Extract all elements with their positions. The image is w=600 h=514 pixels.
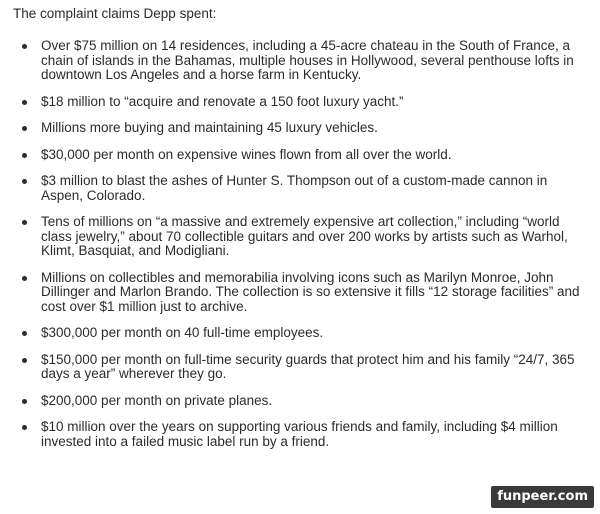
- list-item-text: $10 million over the years on supporting various friends and family, including $4 million invested into a failed music label run by a friend.: [41, 419, 558, 449]
- bullet-icon: [22, 220, 27, 225]
- spending-list: [0, 39, 600, 461]
- bullet-icon: [22, 276, 27, 281]
- list-item: [0, 420, 600, 449]
- bullet-icon: [22, 153, 27, 158]
- list-item-text: $150,000 per month on full-time security guards that protect him and his family “24/7, 365 days a year” wherever they go.: [41, 351, 575, 381]
- list-item-text: $200,000 per month on private planes.: [41, 392, 273, 408]
- watermark-badge: funpeer.com: [491, 486, 594, 508]
- bullet-icon: [22, 44, 27, 49]
- list-item-text: Millions more buying and maintaining 45 luxury vehicles.: [41, 120, 378, 135]
- list-item: [0, 148, 600, 163]
- list-item: [0, 353, 600, 382]
- bullet-icon: [22, 179, 27, 184]
- list-item: [0, 326, 600, 341]
- list-item-text: $300,000 per month on 40 full-time employees.: [41, 325, 324, 340]
- list-item: [0, 39, 600, 83]
- list-item: [0, 271, 600, 315]
- list-item-text: $3 million to blast the ashes of Hunter S. Thompson out of a custom-made cannon in Aspen, Colorado.: [41, 173, 548, 203]
- list-item-text: Tens of millions on “a massive and extremely expensive art collection,” including “world class jewelry,” about 70 collectible guitars and over 200 works by artists such as Warhol, Klimt, Basquiat, and Modigliani.: [41, 214, 568, 258]
- list-item-text: Millions on collectibles and memorabilia involving icons such as Marilyn Monroe, John Dillinger and Marlon Brando. The collection is so extensive it fills “12 storage facilities” and cost over $1 million just to archive.: [41, 269, 580, 314]
- list-item-text: $18 million to “acquire and renovate a 150 foot luxury yacht.”: [41, 93, 404, 109]
- bullet-icon: [22, 331, 27, 336]
- list-item: [0, 121, 600, 136]
- list-item: [0, 95, 600, 110]
- list-item-text: $30,000 per month on expensive wines flown from all over the world.: [41, 146, 452, 162]
- bullet-icon: [22, 100, 27, 105]
- list-item: [0, 394, 600, 409]
- bullet-icon: [22, 126, 27, 131]
- list-item: [0, 215, 600, 259]
- bullet-icon: [22, 399, 27, 404]
- list-item-text: Over $75 million on 14 residences, including a 45-acre chateau in the South of France, a chain of islands in the Bahamas, multiple houses in Hollywood, several penthouse lofts in downtown Los Angeles and a horse farm in Kentucky.: [41, 38, 574, 82]
- bullet-icon: [22, 358, 27, 363]
- intro-text: The complaint claims Depp spent:: [13, 6, 217, 21]
- list-item: [0, 174, 600, 203]
- bullet-icon: [22, 425, 27, 430]
